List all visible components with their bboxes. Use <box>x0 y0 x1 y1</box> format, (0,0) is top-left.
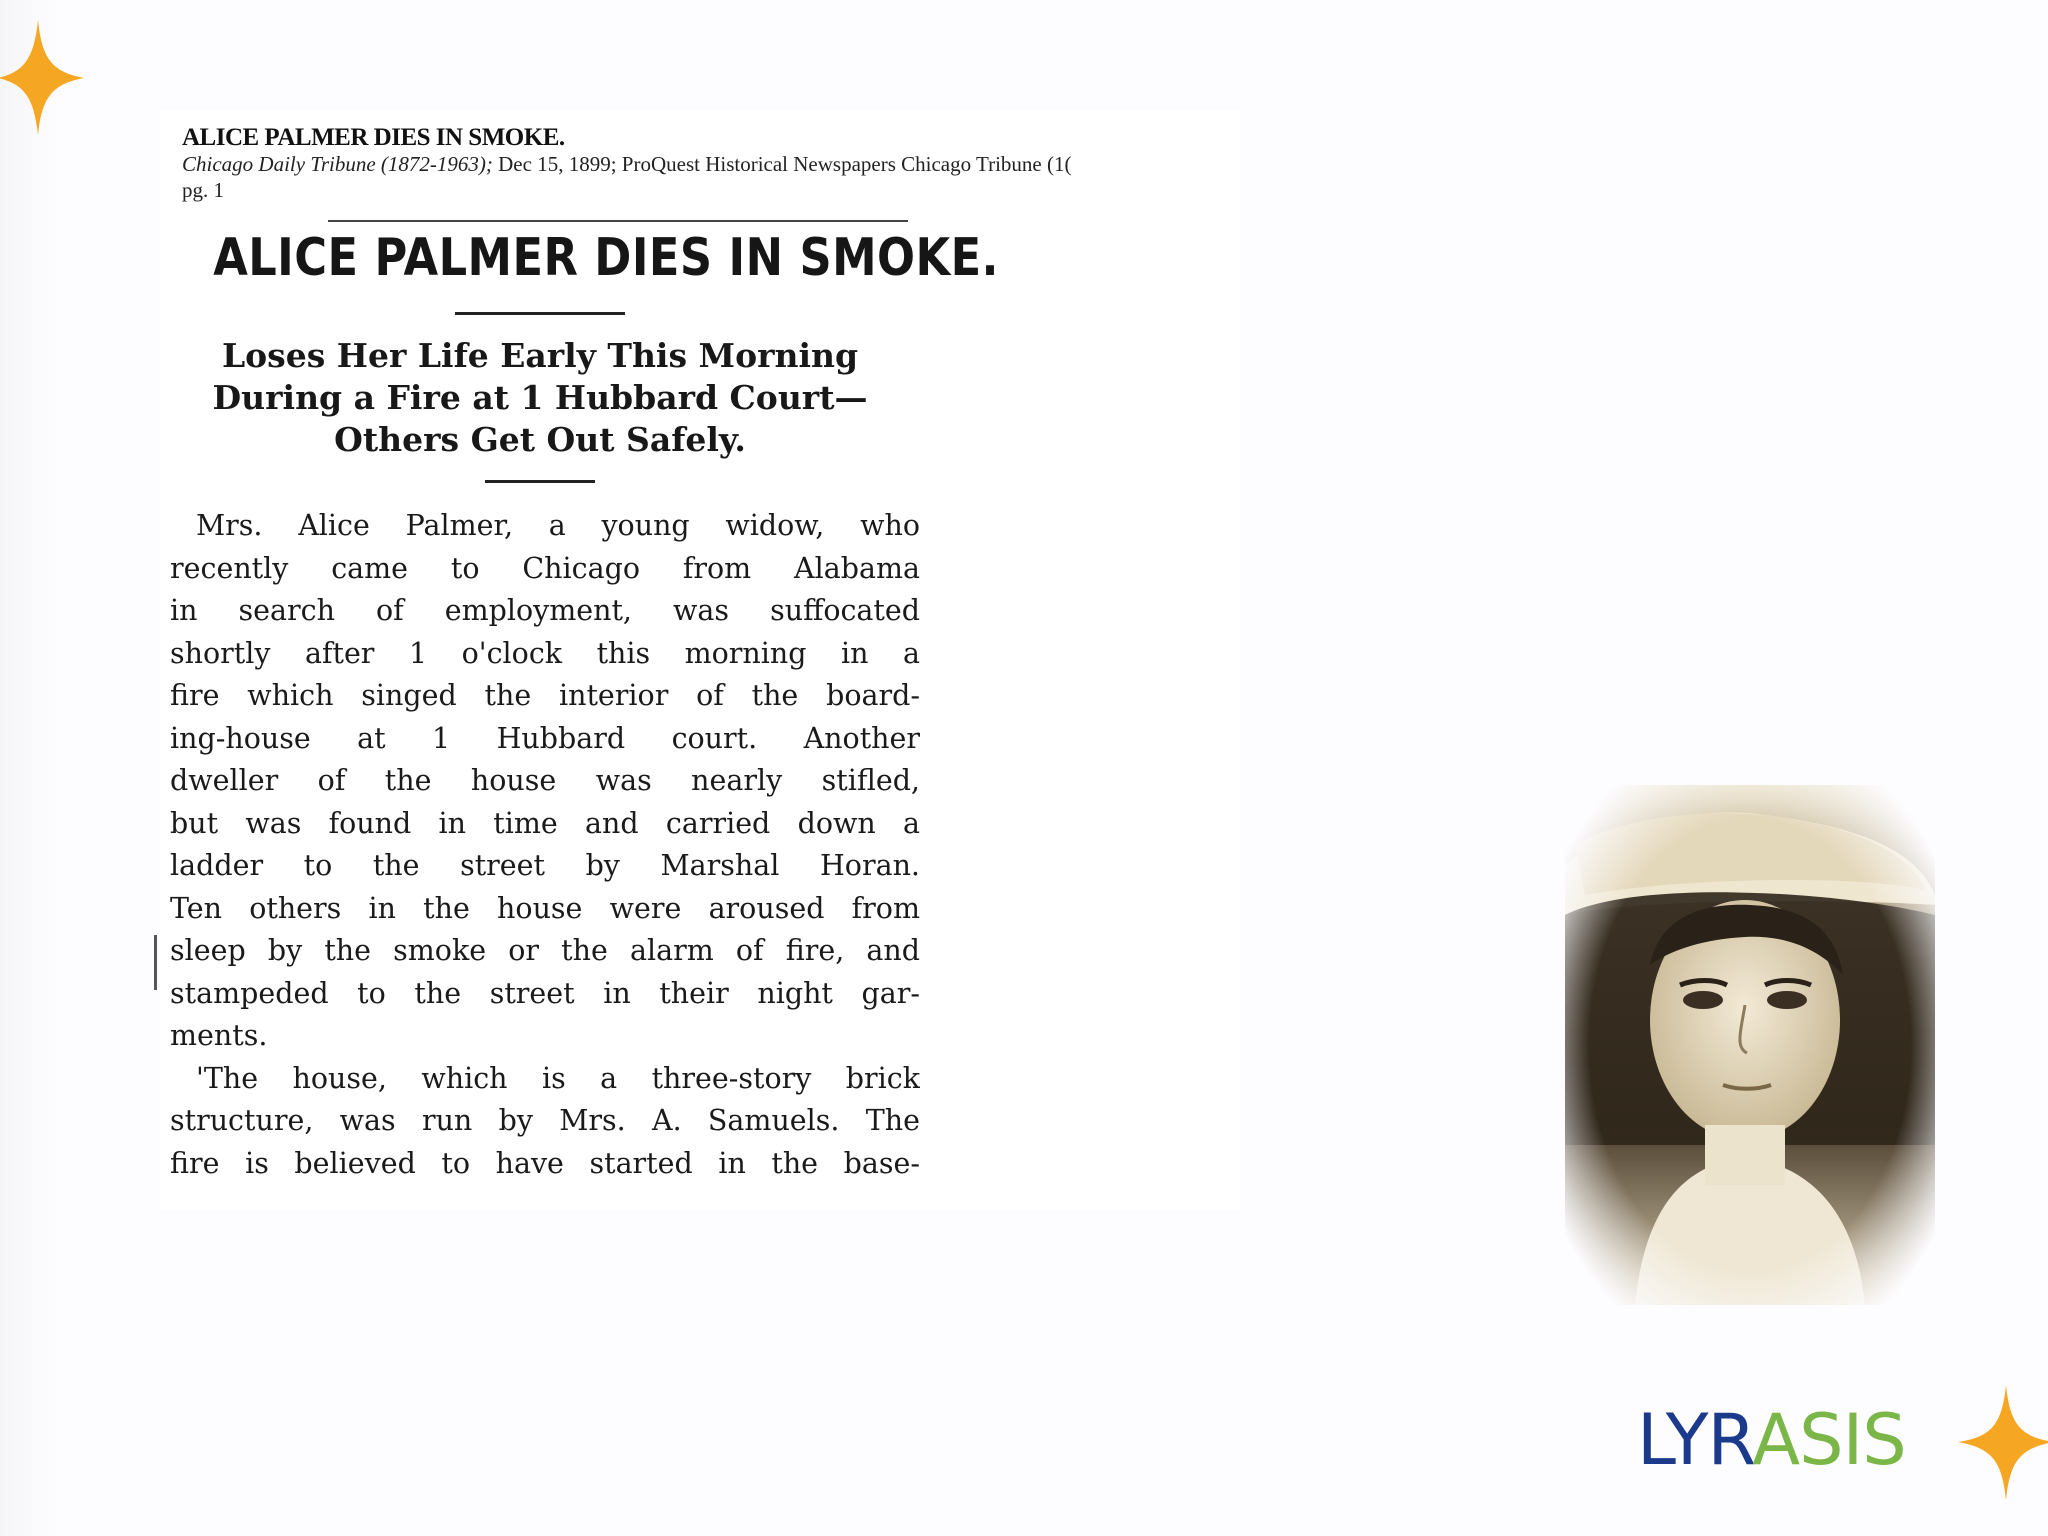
body-line: Ten others in the house were aroused from <box>170 891 920 925</box>
article-headline: ALICE PALMER DIES IN SMOKE. <box>213 228 999 288</box>
slide-background-shade <box>0 0 60 1536</box>
newspaper-clipping <box>160 110 1240 1210</box>
body-line: 'The house, which is a three-story brick <box>196 1061 920 1095</box>
subheadline-line: During a Fire at 1 Hubbard Court— <box>212 378 868 417</box>
body-line: but was found in time and carried down a <box>170 806 920 840</box>
article-subheadline <box>160 335 920 461</box>
logo-text-accent: A <box>1752 1399 1800 1481</box>
body-line: ing-house at 1 Hubbard court. Another <box>170 721 920 755</box>
body-line: structure, was run by Mrs. A. Samuels. The <box>170 1104 920 1137</box>
subheadline-line: Loses Her Life Early This Morning <box>221 336 859 375</box>
article-body <box>170 505 920 1205</box>
body-line: Mrs. Alice Palmer, a young widow, who <box>196 509 920 542</box>
citation-page: pg. 1 <box>182 178 224 202</box>
sparkle-icon <box>0 20 88 135</box>
body-line: sleep by the smoke or the alarm of fire, and <box>170 934 920 967</box>
logo-text: SIS <box>1799 1399 1906 1481</box>
body-line: shortly after 1 o'clock this morning in a <box>170 636 920 670</box>
body-line: fire is believed to have started in the base- <box>170 1146 920 1180</box>
body-line: in search of employment, was suffocated <box>170 594 920 627</box>
lyrasis-logo <box>1637 1399 1906 1481</box>
body-line: dweller of the house was nearly stifled, <box>170 764 920 797</box>
body-line: ladder to the street by Marshal Horan. <box>170 849 920 882</box>
divider <box>328 220 908 222</box>
divider <box>485 480 595 483</box>
citation-details: Dec 15, 1899; ProQuest Historical Newspapers Chicago Tribune (1( <box>492 152 1072 176</box>
citation-source <box>182 152 1232 177</box>
body-line: fire which singed the interior of the board- <box>170 679 920 712</box>
body-line: recently came to Chicago from Alabama <box>170 551 920 585</box>
logo-text: LYR <box>1637 1399 1753 1481</box>
citation-title: ALICE PALMER DIES IN SMOKE. <box>182 124 565 151</box>
margin-mark <box>154 935 157 990</box>
portrait-image <box>1565 785 1935 1305</box>
body-line: stampeded to the street in their night gar- <box>170 976 920 1010</box>
citation-publication: Chicago Daily Tribune (1872-1963); <box>182 152 493 176</box>
portrait-photo <box>1565 785 1935 1305</box>
divider <box>455 312 625 315</box>
sparkle-icon <box>1958 1385 2048 1500</box>
subheadline-line: Others Get Out Safely. <box>334 420 746 459</box>
body-line: ments. <box>170 1019 268 1052</box>
